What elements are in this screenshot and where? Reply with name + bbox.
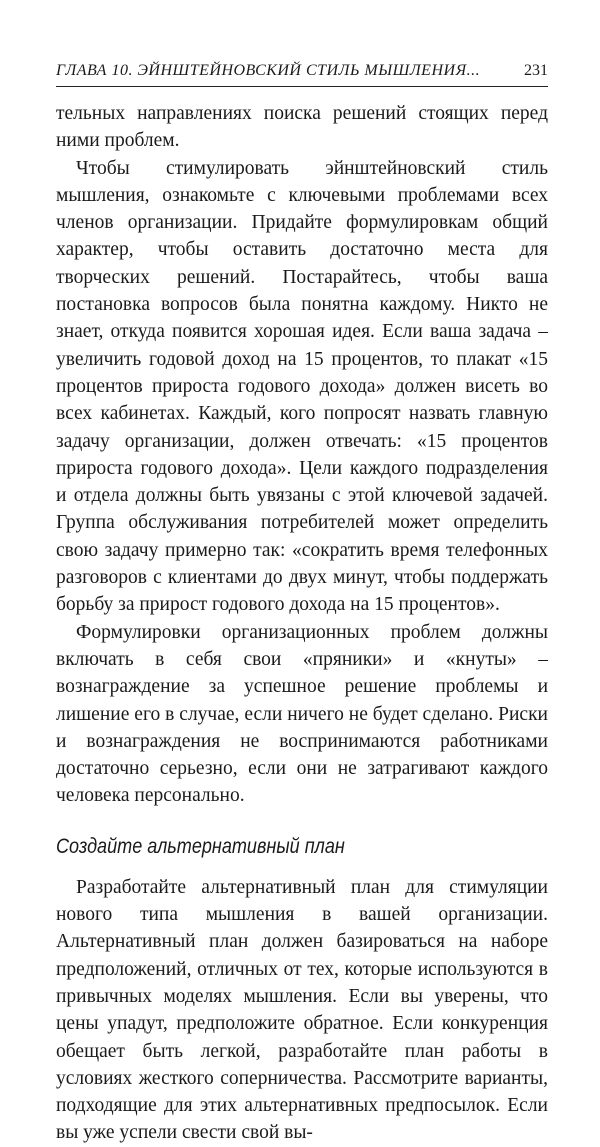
paragraph: Чтобы стимулировать эйнштейновский стиль мышления, ознакомьте с ключевыми проблемами всех членов организации. Придайте формулировкам общий характер, чтобы оставить достаточно места для творческих решений. Постарайтесь, чтобы ваша постановка вопросов была понятна каждому. Никто не знает, откуда появится хорошая идея. Если ваша задача – увеличить годовой доход на 15 процентов, то плакат «15 процентов прироста годового дохода» должен висеть во всех кабинетах. Каждый, кого попросят назвать главную задачу организации, должен отвечать: «15 процентов прироста годового дохода». Цели каждого подразделения и отдела должны быть увязаны с этой ключевой задачей. Группа обслуживания потребителей может определить свою задачу примерно так: «сократить время телефонных разговоров с клиентами до двух минут, чтобы поддержать борьбу за прирост годового дохода на 15 процентов». xyxy=(56,157,548,616)
paragraph: тельных направлениях поиска решений стоящих перед ними проблем. xyxy=(56,103,548,152)
page-number: 231 xyxy=(524,62,548,79)
paragraph: Формулировки организационных проблем должны включать в себя свои «пряники» и «кнуты» – вознаграждение за успешное решение проблемы и лишение его в случае, если ничего не будет сделано. Риски и вознаграждения не воспринимаются работниками достаточно серьезно, если они не затрагивают каждого человека персонально. xyxy=(56,621,548,807)
running-header xyxy=(56,62,548,87)
page-body xyxy=(56,100,548,1147)
paragraph: Разработайте альтернативный план для стимуляции нового типа мышления в вашей организации. Альтернативный план должен базироваться на наборе предположений, отличных от тех, которые используются в привычных моделях мышления. Если вы уверены, что цены упадут, предположите обратное. Если конкуренция обещает быть легкой, разработайте план работы в условиях жесткого соперничества. Рассмотрите варианты, подходящие для этих альтернативных предпосылок. Если вы уже успели свести свой вы- xyxy=(56,876,548,1144)
chapter-title: ГЛАВА 10. ЭЙНШТЕЙНОВСКИЙ СТИЛЬ МЫШЛЕНИЯ... xyxy=(56,62,481,79)
section-heading: Создайте альтернативный план xyxy=(56,834,345,858)
